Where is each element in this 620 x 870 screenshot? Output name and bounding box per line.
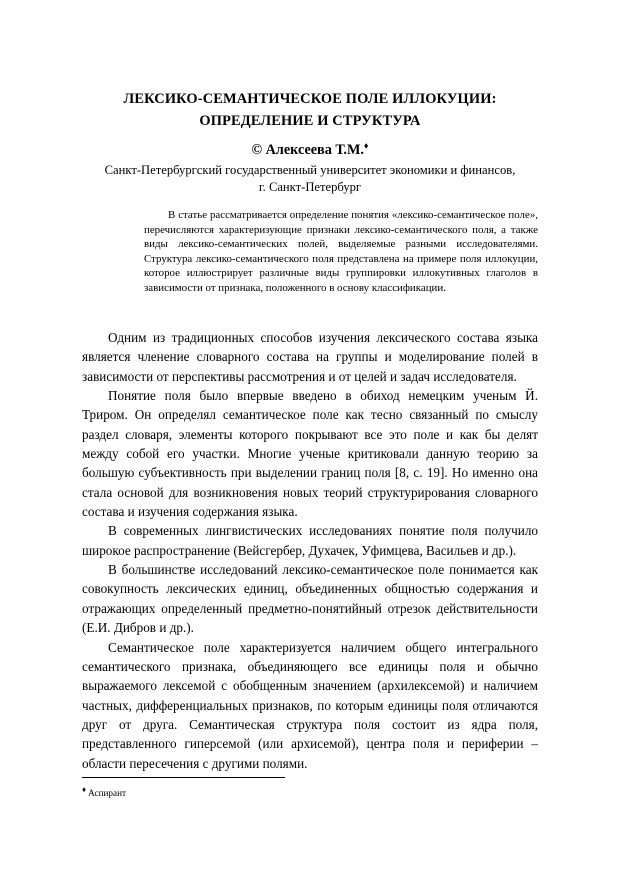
affiliation-institution: Санкт-Петербургский государственный университет экономики и финансов, [104,163,516,177]
body-paragraph-2: Понятие поля было впервые введено в обиход немецким ученым Й. Триром. Он определял семантическое поле как тесно связанный по смыслу раздел словаря, элементы которого покрывают все это поле и как бы делят между собой его участки. Многие ученые критиковали данную теорию за большую субъективность при выделении границ поля [8, с. 19]. Но именно она стала основой для возникновения новых теорий структурирования словарного состава и изучения содержания языка. [82,388,538,520]
copyright-icon: © [251,142,263,158]
abstract-text: В статье рассматривается определение понятия «лексико-семантическое поле», перечисляются характеризующие признаки лексико-семантического поля, а также виды лексико-семантических полей, выделяемые разными исследователями. Структура лексико-семантического поля представлена на примере поля иллокуции, которое иллюстрирует различные виды группировки иллокутивных глаголов в зависимости от признака, положенного в основу классификации. [144,209,538,294]
document-body [82,328,538,773]
body-paragraph-5: Семантическое поле характеризуется наличием общего интегрального семантического признака, объединяющего все единицы поля и обычно выражаемого лексемой с обобщенным значением (архилексемой) и наличием частных, дифференциальных признаков, по которым единицы поля отличаются друг от друга. Семантическая структура поля состоит из ядра поля, представленного гиперсемой (или архисемой), центра поля и периферии – области пересечения с другими полями. [82,639,538,771]
document-title [82,88,538,132]
footnote-separator [82,777,285,778]
affiliation-city: г. Санкт-Петербург [258,180,362,194]
author-byline [82,141,538,159]
body-paragraph-3: В современных лингвистических исследованиях понятие поля получило широкое распространение (Вейсгербер, Духачек, Уфимцева, Васильев и др.). [82,523,538,558]
body-paragraph-4: В большинстве исследований лексико-семантическое поле понимается как совокупность лексических единиц, объединенных общностью содержания и отражающих определенный предметно-понятийный отрезок действительности (Е.И. Дибров и др.). [82,562,538,636]
body-paragraph-1: Одним из традиционных способов изучения лексического состава языка является членение словарного состава на группы и моделирование полей в зависимости от перспективы рассмотрения и от целей и задач исследователя. [82,330,538,384]
author-affiliation [60,162,560,196]
author-footnote-marker: ♦ [363,140,369,151]
footnote-marker-icon: ♦ [82,784,87,794]
title-line-2: ОПРЕДЕЛЕНИЕ И СТРУКТУРА [199,113,421,129]
footnote-text: Аспирант [88,788,127,798]
page-title [82,88,538,132]
footnote [82,784,382,799]
author-name: Алексеева Т.М. [265,142,364,158]
title-line-1: ЛЕКСИКО-СЕМАНТИЧЕСКОЕ ПОЛЕ ИЛЛОКУЦИИ: [123,91,497,107]
